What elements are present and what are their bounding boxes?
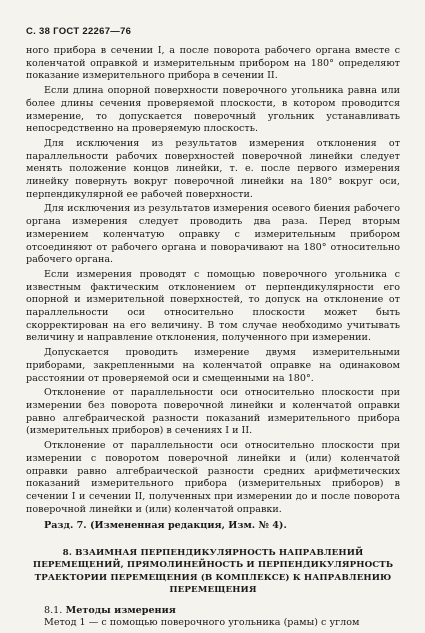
paragraph-5: Если измерения проводят с помощью поверочного угольника с известным фактическим отклонением от перпендикулярности его опорной и измерительной поверхностей, то допуск на отклонение от параллельности оси относительно плоскости может быть скорректирован на его величину. В том случае необходимо учитывать величину и направление отклонения, полученного при измерении.	[26, 268, 400, 344]
paragraph-6: Допускается проводить измерение двумя измерительными приборами, закрепленными на коленчатой оправке на одинаковом расстоянии от проверяемой оси и смещенными на 180°.	[26, 347, 400, 384]
subsection-number: 8.1.	[44, 604, 63, 616]
amendment-note: Разд. 7. (Измененная редакция, Изм. № 4).	[44, 520, 287, 532]
paragraph-7: Отклонение от параллельности оси относительно плоскости при измерении без поворота поверочной линейки и коленчатой оправки равно алгебраической разности показаний измерительного прибора (измерительных приборов) в сечениях I и II.	[26, 387, 400, 437]
section-title: 8. ВЗАИМНАЯ ПЕРПЕНДИКУЛЯРНОСТЬ НАПРАВЛЕНИЙ ПЕРЕМЕЩЕНИЙ, ПРЯМОЛИНЕЙНОСТЬ И ПЕРПЕНДИКУЛЯРНОСТЬ ТРАЕКТОРИИ ПЕРЕМЕЩЕНИЯ (В КОМПЛЕКСЕ) К НАПРАВЛЕНИЮ ПЕРЕМЕЩЕНИЯ	[32, 548, 394, 596]
subsection-heading	[44, 605, 400, 618]
subsection-title: Методы измерения	[65, 604, 176, 616]
paragraph-3: Для исключения из результатов измерения отклонения от параллельности рабочих поверхностей поверочной линейки следует менять положение концов линейки, т. е. после первого измерения линейку повернуть вокруг поверочной линейки на 180° вокруг оси, перпендикулярной ее рабочей поверхности.	[26, 137, 400, 200]
page-header: С. 38 ГОСТ 22267—76	[26, 26, 132, 37]
paragraph-1: ного прибора в сечении I, а после поворота рабочего органа вместе с коленчатой оправкой и измерительным прибором на 180° определяют показание измерительного прибора в сечении II.	[26, 45, 400, 82]
paragraph-8: Отклонение от параллельности оси относительно плоскости при измерении с поворотом поверочной линейки и (или) коленчатой оправки равно алгебраической разности средних арифметических показаний измерительного прибора (измерительных приборов) в сечении I и сечении II, полученных при измерении до и после поворота поверочной линейки и (или) коленчатой оправки.	[26, 440, 400, 515]
paragraph-4: Для исключения из результатов измерения осевого биения рабочего органа измерения следует проводить два раза. Перед вторым измерением коленчатую оправку с измерительным прибором отсоединяют от рабочего органа и поворачивают на 180° относительно рабочего органа.	[26, 203, 400, 266]
method-line: Метод 1 — с помощью поверочного угольника (рамы) с углом	[44, 617, 360, 629]
paragraph-2: Если длина опорной поверхности поверочного угольника равна или более длины сечения проверяемой плоскости, в котором проводится измерение, то допускается поверочный угольник устанавливать непосредственно на проверяемую плоскость.	[26, 85, 400, 135]
